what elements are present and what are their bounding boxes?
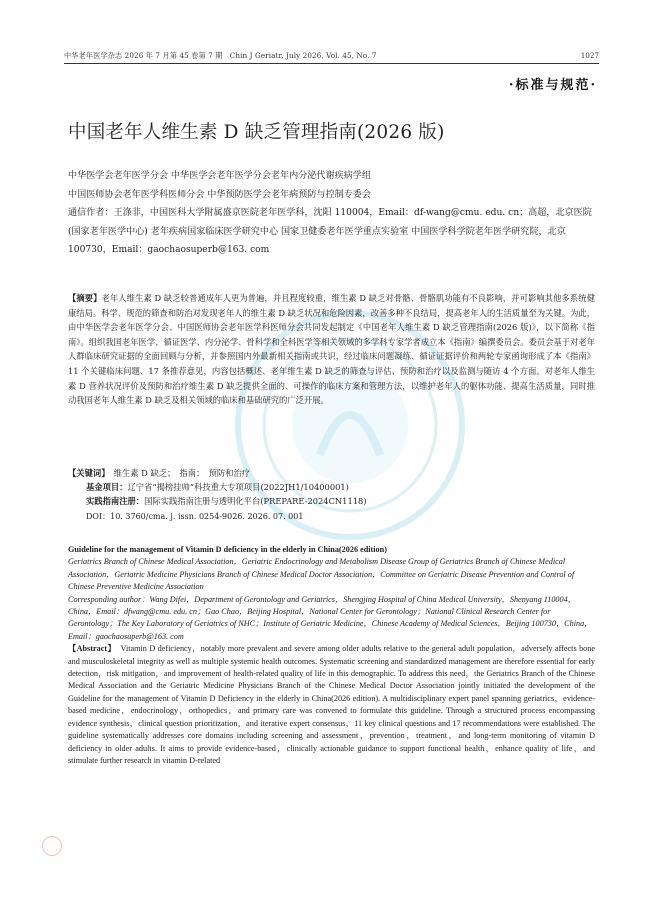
- keywords-cn: [68, 466, 595, 481]
- funding-text-cn: 辽宁省“揭榜挂帅”科技重大专项项目(2022JH1/10400001): [127, 482, 349, 492]
- author-line: 中国医师协会老年医学科医师分会 中华预防医学会老年病预防与控制专委会: [68, 189, 371, 200]
- header-rule: [64, 63, 599, 64]
- abstract-cn: [68, 291, 595, 408]
- section-label: ·标准与规范·: [508, 78, 597, 93]
- registry-cn: [68, 494, 613, 509]
- author-line: 中华医学会老年医学分会 中华医学会老年医学分会老年内分泌代谢疾病学组: [68, 171, 371, 181]
- abstract-text-cn: 老年人维生素 D 缺乏较普通成年人更为普遍，并且程度较重，维生素 D 缺乏对骨骼、骨骼肌功能有不良影响，并可影响其他多系统健康结局。科学、规范的筛查和防治对发现老年人的维生素 D 缺乏状况和危险因素，改善多种不良结局，提高老年人的生活质量至为关键。为此，由中华医学会老年医学分会、中国医师协会老年医学科医师分会共同发起制定《中国老年人维生素 D 缺乏管理指南(2026 版)》，以下简称《指南》。组织我国老年医学、循证医学、内分泌学、骨科学和全科医学等相关领域的多学科专家学者成立本《指南》编撰委员会。委员会基于对老年人群临床研究证据的全面回顾与分析，并参照国内外最新相关指南或共识，经过临床问题凝练、循证证据评价和两轮专家函询形成了本《指南》11 个关键临床问题、17 条推荐意见，内容包括概述、老年维生素 D 缺乏的筛查与评估、预防和治疗以及监测与随访 4 个方面。对老年人维生素 D 营养状况评价及预防和治疗维生素 D 缺乏提供全面的、可操作的临床方案和管理方法，以维护老年人的躯体功能、提高生活质量，同时推动我国老年人维生素 D 缺乏及相关领域的临床和基础研究的广泛开展。: [68, 293, 595, 406]
- english-abstract-text: Vitamin D deficiency，notably more prevalent and severe among older adults relative to the general adult population，adversely affects bone and musculoskeletal integrity as well as multiple systemic health outcomes. Systematic screening and standardized management are therefore essential for early detection，risk mitigation，and improvement of health-related quality of life in this demographic. To address this need，the Geriatrics Branch of the Chinese Medical Association and the Geriatric Medicine Physicians Branch of the Chinese Medical Doctor Association jointly initiated the development of the Guideline for the management of Vitamin D Deficiency in the elderly in China(2026 edition). A multidisciplinary expert panel spanning geriatrics，evidence-based medicine，endocrinology，orthopedics，and primary care was convened to formulate this guideline. Through a structured process encompassing evidence synthesis，clinical question prioritization，and iterative expert consensus，11 key clinical questions and 17 recommendations were established. The guideline systematically addresses core domains including screening and assessment，prevention，treatment，and long-term monitoring of vitamin D deficiency in older adults. It aims to provide evidence-based，clinically actionable guidance to support functional health，enhance quality of life，and stimulate further research in vitamin D-related: [68, 644, 595, 765]
- publisher-stamp-icon: [42, 836, 62, 856]
- running-head: 中华老年医学杂志 2026 年 7 月第 45 卷第 7 期 Chin J Geriatr, July 2026, Vol. 45, No. 7: [64, 51, 377, 60]
- author-block-cn: [68, 167, 595, 260]
- funding-label-cn: 基金项目：: [86, 482, 128, 492]
- english-authors: Geriatrics Branch of Chinese Medical Association，Geriatric Endocrinology and Metabolism Disease Group of Geriatrics Branch of Chinese Medical Association，Geriatric Medicine Physicians Branch of Chinese Medical Doctor Association，Committee on Geriatric Disease Prevention and Control of Chinese Preventive Medicine Association: [68, 557, 575, 592]
- keywords-text-cn: 维生素 D 缺乏； 指南； 预防和治疗: [113, 468, 251, 478]
- english-abstract-label: 【Abstract】: [68, 644, 112, 654]
- english-abstract: [68, 643, 595, 767]
- registry-label-cn: 实践指南注册：: [86, 496, 145, 506]
- correspondence-cn: 通信作者：王涤非，中国医科大学附属盛京医院老年医学科，沈阳 110004，Email：df-wang@cmu. edu. cn；高超，北京医院(国家老年医学中心) 老年疾病国家临床医学研究中心 国家卫健委老年医学重点实验室 中国医学科学院老年医学研究院，北京 100730，Email：gaochaosuperb@163. com: [68, 208, 592, 256]
- funding-cn: [68, 480, 613, 495]
- keywords-label-cn: 【关键词】: [68, 468, 106, 478]
- english-correspondence: Corresponding author：Wang Difei，Department of Gerontology and Geriatrics，Shengjing Hospital of China Medical University，Shenyang 110004，China，Email：dfwang@cmu. edu. cn；Gao Chao，Beijing Hospital，National Center for Gerontology；National Clinical Research Center for Gerontology；The Key Laboratory of Geriatrics of NHC；Institute of Geriatric Medicine，Chinese Academy of Medical Sciences，Beijing 100730，China，Email：gaochaosuperb@163. com: [68, 594, 593, 641]
- page-number: 1027: [580, 51, 599, 60]
- english-title: Guideline for the management of Vitamin D deficiency in the elderly in China(2026 edition): [68, 545, 387, 554]
- doi: DOI：10. 3760/cma. j. issn. 0254-9026. 2026. 07. 001: [86, 512, 304, 521]
- registry-text-cn: 国际实践指南注册与透明化平台(PREPARE-2024CN1118): [144, 496, 367, 506]
- article-title: 中国老年人维生素 D 缺乏管理指南(2026 版): [68, 122, 445, 143]
- english-section: [68, 544, 595, 767]
- abstract-label-cn: 【摘要】: [68, 293, 102, 303]
